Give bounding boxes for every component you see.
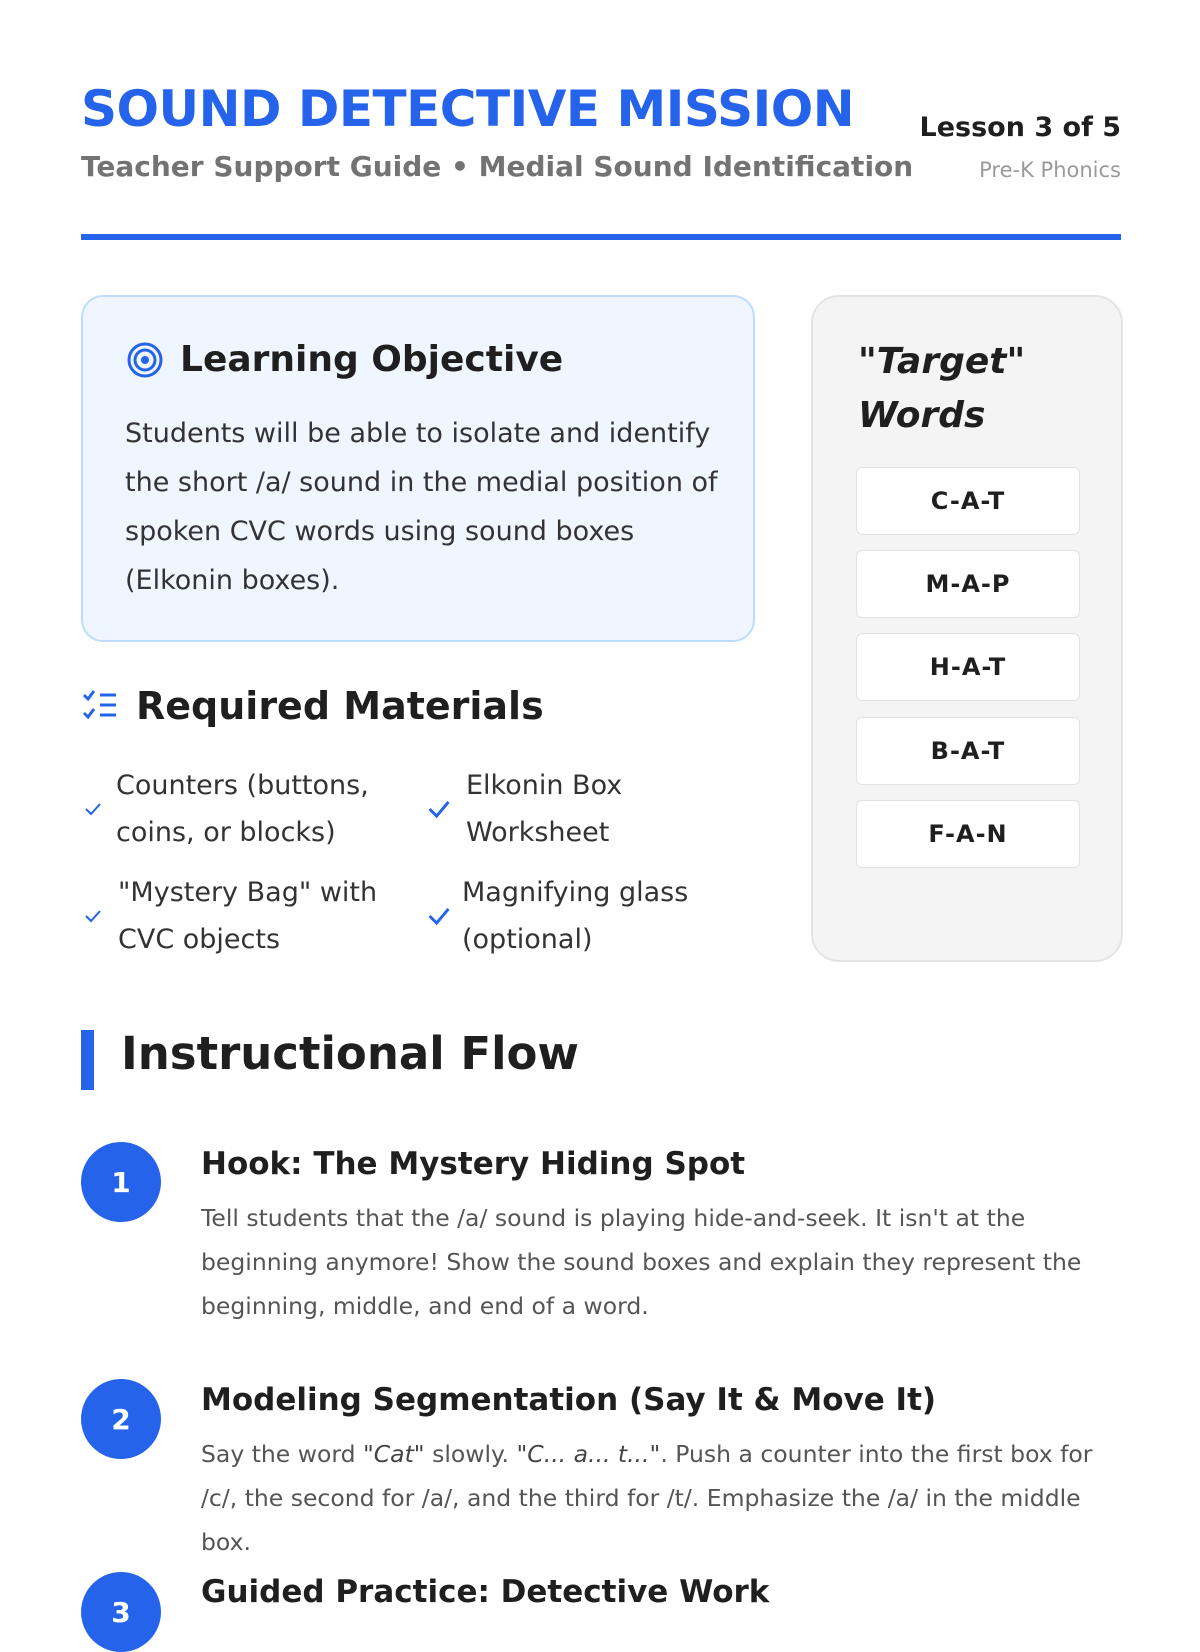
step-text-part: slowly. <box>424 1440 517 1468</box>
page-header <box>81 80 1121 240</box>
learning-objective-title: Learning Objective <box>180 339 564 380</box>
material-text: Magnifying glass <box>462 877 689 908</box>
step-text-part: Say the word <box>201 1440 363 1468</box>
check-icon <box>82 798 104 820</box>
step-emphasis: "C... a... t..." <box>516 1440 661 1468</box>
material-text: "Mystery Bag" with <box>118 877 378 908</box>
step-number-badge: 2 <box>81 1379 161 1459</box>
material-item <box>82 762 369 856</box>
check-icon <box>426 796 452 822</box>
material-text: CVC objects <box>118 924 281 955</box>
target-word-card: C-A-T <box>856 467 1080 535</box>
step-emphasis: "Cat" <box>362 1440 425 1468</box>
target-words-title: "Target" Words <box>858 341 1026 436</box>
learning-objective-card <box>81 295 755 642</box>
section-accent-bar <box>81 1030 94 1090</box>
target-word-card: H-A-T <box>856 633 1080 701</box>
lesson-progress: Lesson 3 of 5 <box>919 112 1121 143</box>
material-item <box>426 869 688 963</box>
materials-title: Required Materials <box>136 684 544 728</box>
instructional-flow-title: Instructional Flow <box>121 1027 579 1080</box>
checklist-icon <box>82 689 118 723</box>
step-title: Modeling Segmentation (Say It & Move It) <box>201 1382 937 1418</box>
target-icon <box>126 341 164 379</box>
page-subtitle: Teacher Support Guide • Medial Sound Identification <box>81 150 914 183</box>
learning-objective-header <box>126 339 563 380</box>
step-title: Hook: The Mystery Hiding Spot <box>201 1146 746 1182</box>
course-label: Pre-K Phonics <box>979 158 1121 182</box>
materials-header <box>82 684 544 728</box>
target-word-card: B-A-T <box>856 717 1080 785</box>
material-text: (optional) <box>462 924 593 955</box>
step-description: Tell students that the /a/ sound is playing hide-and-seek. It isn't at the beginning anymore! Show the sound boxes and explain they represent the beginning, middle, and end of a word. <box>201 1204 1082 1320</box>
target-word-card: M-A-P <box>856 550 1080 618</box>
target-word-card: F-A-N <box>856 800 1080 868</box>
target-words-panel <box>811 295 1123 962</box>
header-divider <box>81 234 1121 240</box>
step-number-badge: 1 <box>81 1142 161 1222</box>
page-title: SOUND DETECTIVE MISSION <box>81 80 855 138</box>
material-text: Elkonin Box <box>466 770 623 801</box>
step-text-part: . Push a counter into the first box for /c/, the second for /a/, and the third for /t/. Emphasize the /a/ in the middle box. <box>201 1440 1093 1556</box>
step-description <box>201 1432 1131 1564</box>
material-item <box>82 869 377 963</box>
check-icon <box>426 903 452 929</box>
check-icon <box>82 905 104 927</box>
material-text: Counters (buttons, <box>116 770 369 801</box>
learning-objective-text: Students will be able to isolate and identify the short /a/ sound in the medial position of spoken CVC words using sound boxes (Elkonin boxes). <box>125 418 718 596</box>
step-title: Guided Practice: Detective Work <box>201 1574 770 1610</box>
material-text: Worksheet <box>466 817 610 848</box>
material-text: coins, or blocks) <box>116 817 336 848</box>
step-number-badge: 3 <box>81 1572 161 1652</box>
material-item <box>426 762 622 856</box>
